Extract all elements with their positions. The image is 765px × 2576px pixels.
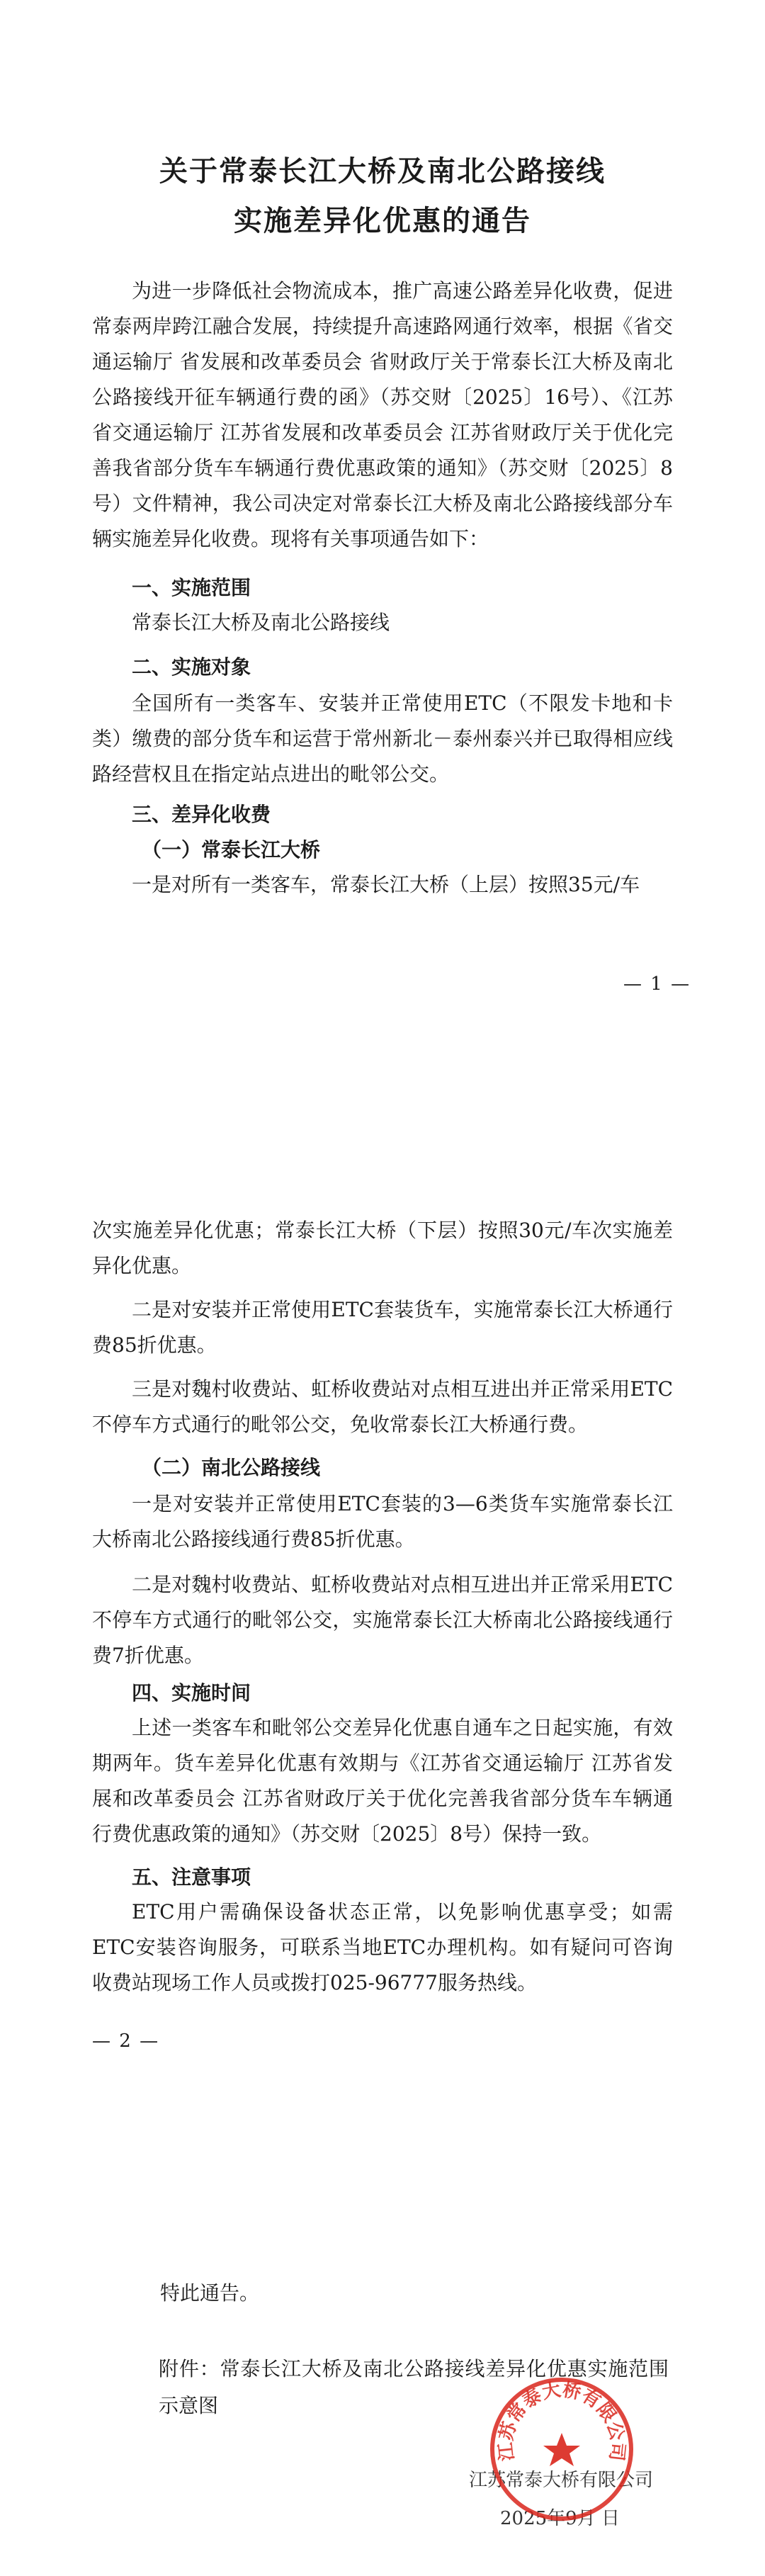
- section-1-heading: 一、实施范围: [132, 576, 251, 599]
- page-number-2: — 2 —: [92, 2030, 160, 2052]
- section-3-heading: 三、差异化收费: [132, 803, 271, 826]
- doc-title-line1: 关于常泰长江大桥及南北公路接线: [159, 154, 606, 188]
- doc-title-line2: 实施差异化优惠的通告: [234, 204, 531, 237]
- section-2-heading: 二、实施对象: [132, 655, 251, 679]
- signature-date: 2025年9月 日: [500, 2508, 620, 2529]
- page-3: [0, 2097, 765, 2576]
- page-2: [0, 1063, 765, 2097]
- section-3-item-4: 一是对安装并正常使用ETC套装的3—6类货车实施常泰长江大桥南北公路接线通行费85折优惠。: [92, 1492, 673, 1551]
- closing-text: 特此通告。: [160, 2281, 260, 2305]
- attachment-note: 附件：常泰长江大桥及南北公路接线差异化优惠实施范围示意图: [159, 2357, 669, 2417]
- subsection-2-heading: （二）南北公路接线: [142, 1456, 321, 1479]
- section-3-item-2: 二是对安装并正常使用ETC套装货车，实施常泰长江大桥通行费85折优惠。: [92, 1298, 673, 1357]
- section-3-item-1b: 次实施差异化优惠；常泰长江大桥（下层）按照30元/车次实施差异化优惠。: [92, 1219, 673, 1277]
- section-4-body: 上述一类客车和毗邻公交差异化优惠自通车之日起实施，有效期两年。货车差异化优惠有效期与《江苏省交通运输厅 江苏省发展和改革委员会 江苏省财政厅关于优化完善我省部分货车车辆通行费优惠政策的通知》（苏交财〔2025〕8号）保持一致。: [92, 1716, 673, 1846]
- section-2-body: 全国所有一类客车、安装并正常使用ETC（不限发卡地和卡类）缴费的部分货车和运营于常州新北－泰州泰兴并已取得相应线路经营权且在指定站点进出的毗邻公交。: [92, 691, 673, 786]
- page-1: [0, 0, 765, 1063]
- section-4-heading: 四、实施时间: [132, 1681, 251, 1705]
- signature-org: 江苏常泰大桥有限公司: [469, 2470, 654, 2491]
- section-3-item-3: 三是对魏村收费站、虹桥收费站对点相互进出并正常采用ETC不停车方式通行的毗邻公交，免收常泰长江大桥通行费。: [92, 1377, 673, 1436]
- section-3-item-5: 二是对魏村收费站、虹桥收费站对点相互进出并正常采用ETC不停车方式通行的毗邻公交，实施常泰长江大桥南北公路接线通行费7折优惠。: [92, 1573, 673, 1667]
- subsection-1-heading: （一）常泰长江大桥: [142, 838, 321, 862]
- page-number-1: — 1 —: [623, 973, 691, 995]
- section-5-body: ETC用户需确保设备状态正常，以免影响优惠享受；如需ETC安装咨询服务，可联系当地ETC办理机构。如有疑问可咨询收费站现场工作人员或拨打025-96777服务热线。: [92, 1900, 673, 1994]
- intro-paragraph: 为进一步降低社会物流成本，推广高速公路差异化收费，促进常泰两岸跨江融合发展，持续提升高速路网通行效率，根据《省交通运输厅 省发展和改革委员会 省财政厅关于常泰长江大桥及南北公路接线开征车辆通行费的函》（苏交财〔2025〕16号）、《江苏省交通运输厅 江苏省发展和改革委员会 江苏省财政厅关于优化完善我省部分货车车辆通行费优惠政策的通知》（苏交财〔2025〕8号）文件精神，我公司决定对常泰长江大桥及南北公路接线部分车辆实施差异化收费。现将有关事项通告如下：: [92, 279, 673, 550]
- seal-text: 江苏常泰大桥有限公司: [495, 2379, 628, 2463]
- section-1-body: 常泰长江大桥及南北公路接线: [132, 611, 390, 634]
- section-3-item-1a: 一是对所有一类客车，常泰长江大桥（上层）按照35元/车: [132, 873, 640, 896]
- company-seal: [487, 2375, 636, 2524]
- section-5-heading: 五、注意事项: [132, 1865, 251, 1889]
- seal-star-icon: [543, 2433, 580, 2466]
